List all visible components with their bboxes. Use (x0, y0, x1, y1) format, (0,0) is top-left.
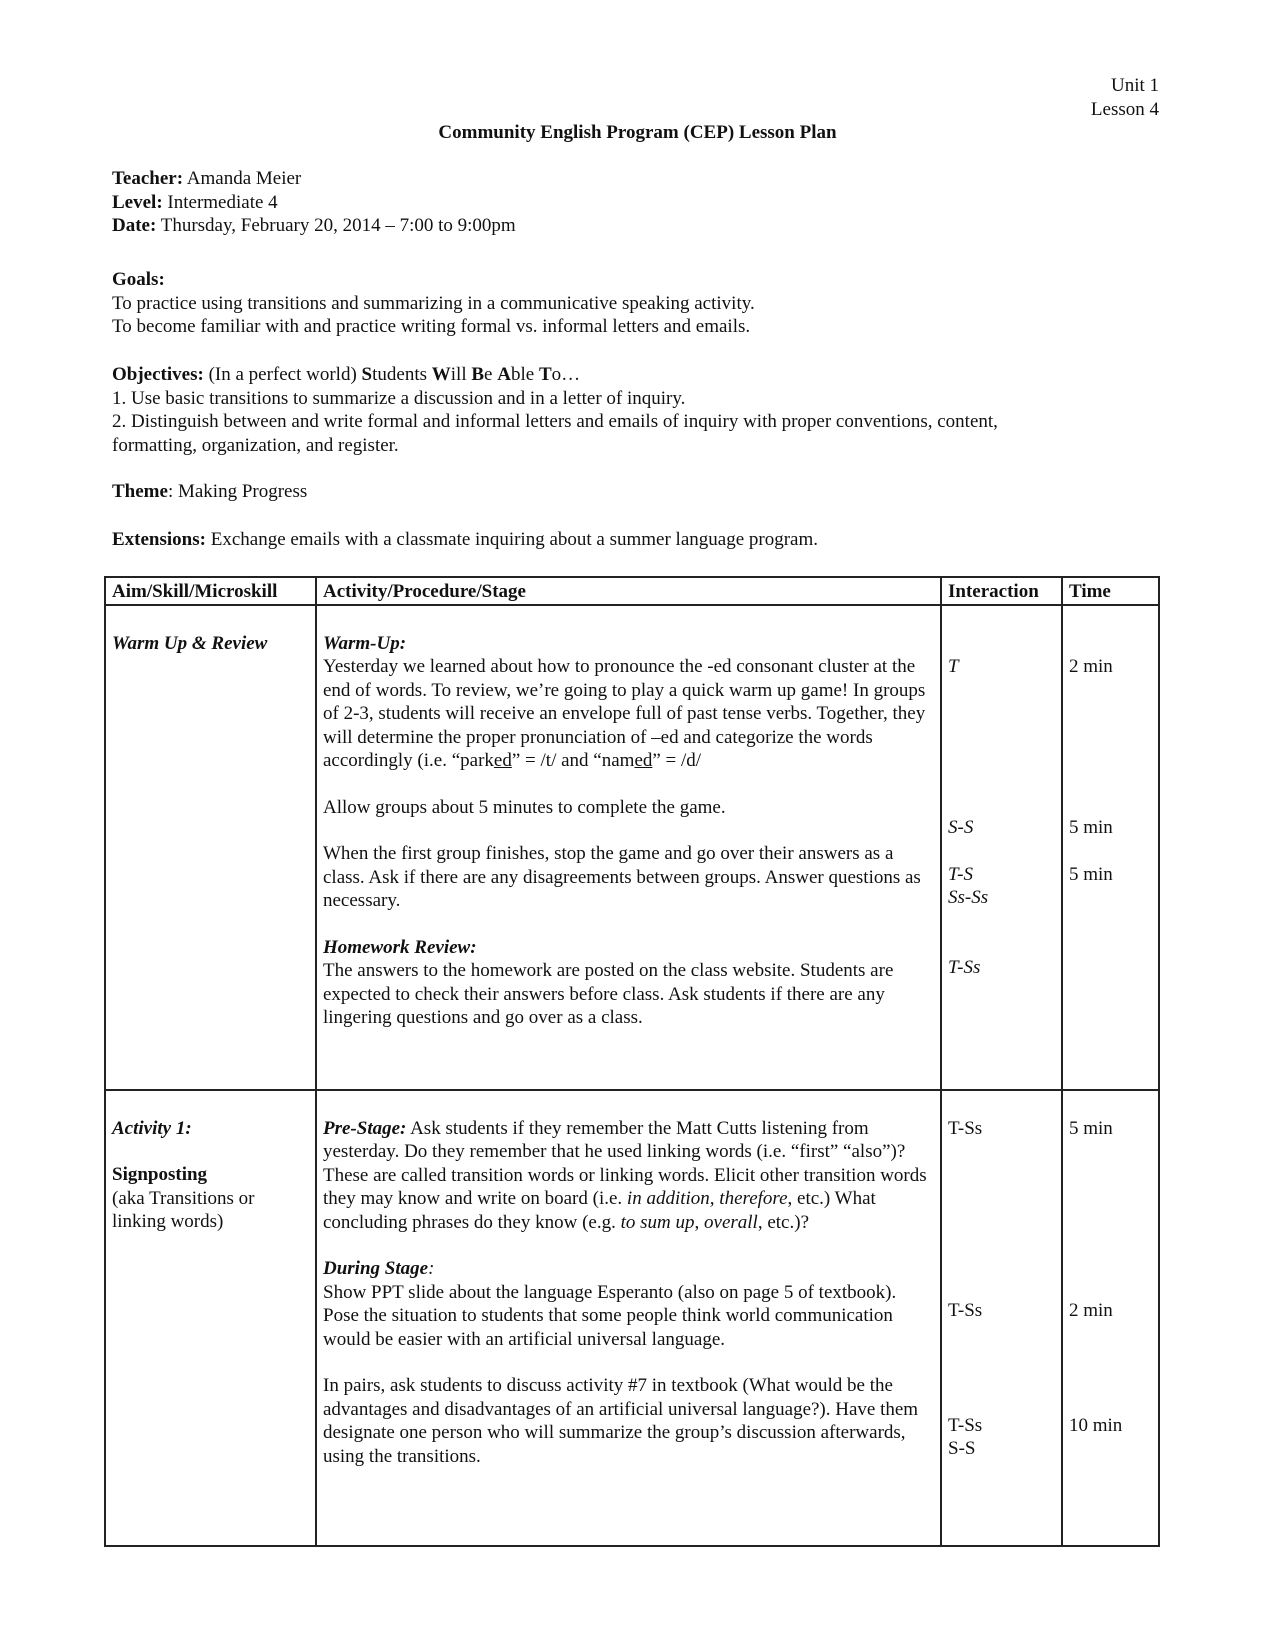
objective-item: 1. Use basic transitions to summarize a discussion and in a letter of inquiry. (112, 387, 686, 409)
extensions-line (112, 528, 818, 552)
time-value: 2 min (1069, 655, 1113, 677)
theme-value: : Making Progress (167, 481, 308, 502)
theme-line (112, 480, 307, 504)
aim-cell (105, 1090, 316, 1546)
aim-warmup-review: Warm Up & Review (112, 632, 268, 654)
extensions-value: Exchange emails with a classmate inquiring about a summer language program. (205, 529, 819, 550)
goal-item: To become familiar with and practice writing formal vs. informal letters and emails. (112, 316, 751, 337)
interaction-value: T-Ss (948, 1414, 983, 1436)
during-stage-heading: During Stage: (323, 1258, 435, 1279)
goals-section (112, 268, 755, 339)
teacher-info (112, 167, 516, 238)
theme-label: Theme (112, 481, 168, 502)
interaction-value: T (948, 655, 959, 677)
teacher-name: Amanda Meier (183, 168, 302, 189)
document-title: Community English Program (CEP) Lesson Plan (438, 122, 837, 143)
activity-cell (316, 1090, 941, 1546)
objectives-heading: Objectives: (112, 364, 204, 385)
column-header-time: Time (1062, 577, 1159, 605)
lesson-number: Lesson 4 (1090, 98, 1159, 120)
time-value: 5 min (1069, 863, 1113, 885)
column-header-interaction: Interaction (941, 577, 1062, 605)
column-header-aim: Aim/Skill/Microskill (105, 577, 316, 605)
level-value: Intermediate 4 (162, 191, 278, 213)
objectives-section (112, 363, 1072, 457)
pre-stage-heading: Pre-Stage: (323, 1117, 407, 1139)
interaction-value: S-S (948, 817, 974, 838)
pairs-discussion-text: In pairs, ask students to discuss activity #7 in textbook (What would be the advantages and disadvantages of an artificial universal language?). Have them designate one person who will summarize the group’s discussion afterwards, using the transitions. (323, 1375, 919, 1467)
homework-review-heading: Homework Review: (323, 936, 477, 958)
interaction-cell (941, 605, 1062, 1090)
objective-item: 2. Distinguish between and write formal and informal letters and emails of inquiry with proper conventions, content, formatting, organization, and register. (112, 411, 998, 456)
interaction-value: T-Ss (948, 956, 981, 978)
homework-review-text: The answers to the homework are posted on the class website. Students are expected to check their answers before class. Ask students if there are any lingering questions and go over as a class. (323, 960, 894, 1028)
activity-1-heading: Activity 1: (112, 1117, 192, 1139)
interaction-value: T-Ss (948, 1117, 983, 1139)
interaction-cell (941, 1090, 1062, 1546)
lesson-plan-table (104, 576, 1160, 1547)
time-value: 5 min (1069, 1117, 1113, 1139)
time-cell (1062, 1090, 1159, 1546)
warmup-heading: Warm-Up: (323, 632, 407, 654)
objectives-intro: (In a perfect world) (203, 364, 362, 385)
extensions-label: Extensions: (112, 529, 206, 550)
teacher-label: Teacher: (112, 168, 184, 189)
interaction-value: S-S (948, 1438, 976, 1459)
date-label: Date: (112, 215, 157, 236)
date-line (112, 214, 516, 238)
date-value: Thursday, February 20, 2014 – 7:00 to 9:00pm (156, 215, 516, 236)
unit-number: Unit 1 (1110, 75, 1159, 96)
teacher-line (112, 167, 516, 191)
objectives-intro-line: Objectives: (In a perfect world) Students Will Be Able To… (112, 364, 581, 385)
goals-heading: Goals: (112, 269, 165, 290)
warmup-text: Yesterday we learned about how to pronounce the -ed consonant cluster at the end of words. To review, we’re going to play a quick warm up game! In groups of 2-3, students will receive an envelope full of past tense verbs. Together, they will determine the proper pronunciation of –ed and categorize the words accordingly (i.e. “parked” = /t/ and “named” = /d/ (323, 656, 926, 771)
interaction-value: T-Ss (948, 1300, 983, 1321)
column-header-activity: Activity/Procedure/Stage (316, 577, 941, 605)
interaction-value: T-S (948, 863, 973, 885)
interaction-value: Ss-Ss (948, 887, 989, 908)
allow-groups-text: Allow groups about 5 minutes to complete the game. (323, 796, 726, 818)
unit-lesson-label (1091, 74, 1159, 121)
first-group-text: When the first group finishes, stop the game and go over their answers as a class. Ask if there are any disagreements between groups. Answer questions as necessary. (323, 843, 921, 911)
goal-item: To practice using transitions and summarizing in a communicative speaking activity. (112, 292, 755, 314)
table-header-row (105, 577, 1159, 605)
table-row (105, 1090, 1159, 1546)
table-row (105, 605, 1159, 1090)
time-value: 2 min (1069, 1300, 1113, 1321)
level-line (112, 191, 516, 215)
pre-stage-text: Pre-Stage: Ask students if they remember the Matt Cutts listening from yesterday. Do they remember that he used linking words (i.e. “first” “also”)? These are called transition words or linking words. Elicit other transition words they may know and write on board (i.e. in addition, therefore, etc.) What concluding phrases do they know (e.g. to sum up, overall, etc.)? (323, 1117, 927, 1233)
during-stage-text: Show PPT slide about the language Esperanto (also on page 5 of textbook). Pose the situation to students that some people think world communication would be easier with an artificial universal language. (323, 1281, 897, 1350)
aim-cell (105, 605, 316, 1090)
signposting-label: Signposting (112, 1164, 208, 1185)
time-cell (1062, 605, 1159, 1090)
activity-cell (316, 605, 941, 1090)
time-value: 10 min (1069, 1414, 1123, 1436)
level-label: Level: (112, 191, 163, 213)
signposting-note: (aka Transitions or linking words) (112, 1187, 255, 1232)
time-value: 5 min (1069, 817, 1113, 838)
